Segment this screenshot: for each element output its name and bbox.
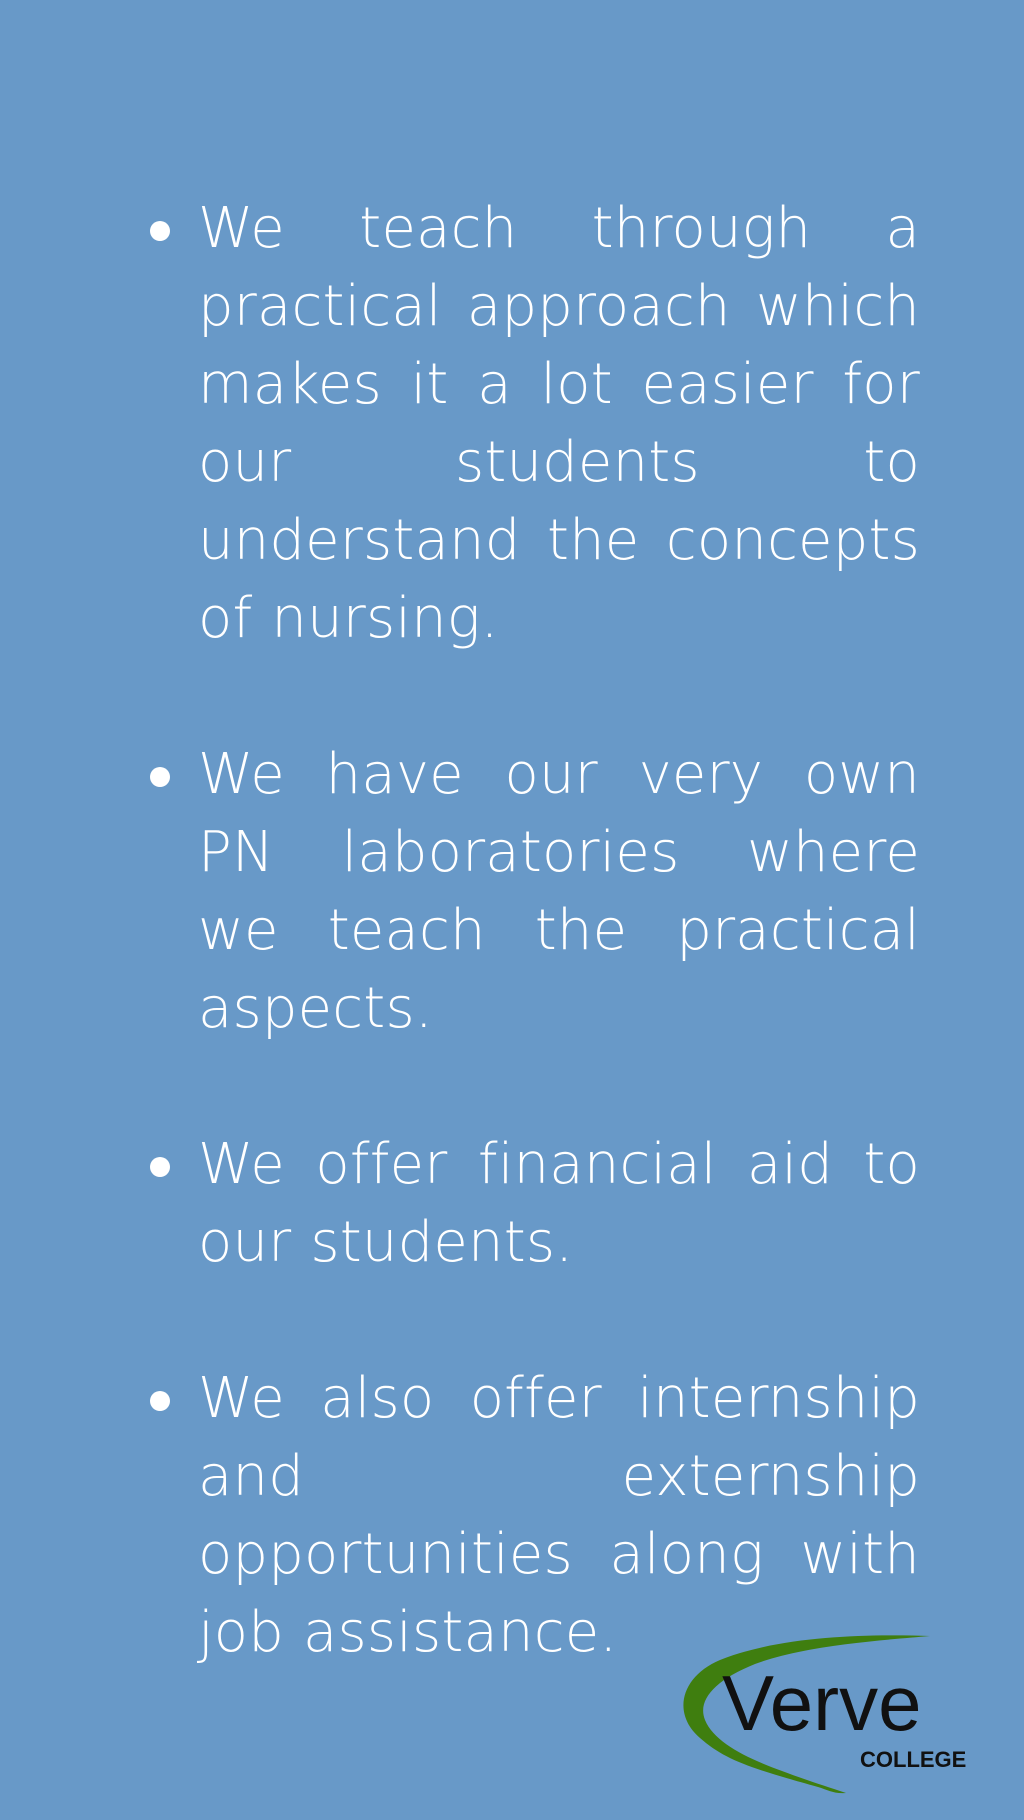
bullet-icon (150, 767, 170, 787)
bullet-text: We have our very own PN laboratories where we teach the practical aspects. (198, 742, 920, 1041)
logo-brand-text: Verve (722, 1659, 922, 1747)
features-list (150, 190, 920, 1750)
bullet-text: We also offer internship and externship opportunities along with job assistance. (198, 1366, 920, 1665)
bullet-icon (150, 221, 170, 241)
logo-subtitle-text: COLLEGE (860, 1747, 967, 1772)
bullet-text: We offer financial aid to our students. (198, 1132, 920, 1275)
list-item-practical-approach (150, 190, 920, 658)
verve-college-logo (680, 1632, 980, 1807)
list-item-pn-laboratories (150, 736, 920, 1048)
list-item-financial-aid (150, 1126, 920, 1282)
list-item-internship (150, 1360, 920, 1672)
logo-graphic (680, 1632, 980, 1807)
bullet-icon (150, 1157, 170, 1177)
bullet-icon (150, 1391, 170, 1411)
bullet-text: We teach through a practical approach which makes it a lot easier for our students to understand the concepts of nursing. (198, 196, 920, 651)
